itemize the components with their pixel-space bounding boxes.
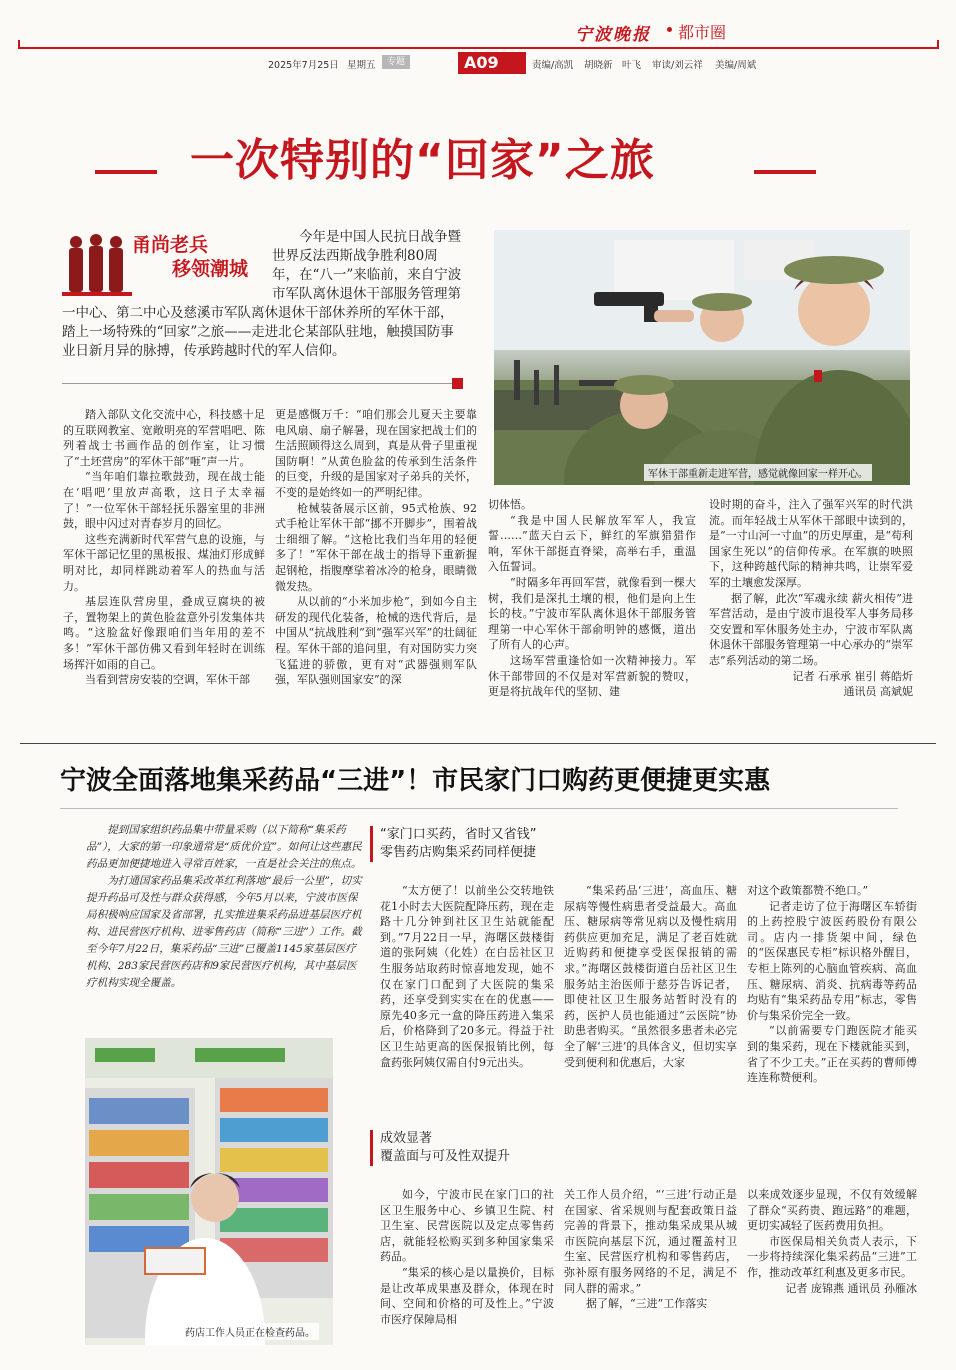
paragraph: 关工作人员介绍，“‘三进’行动正是在国家、省采规则与配套政策日益完善的背景下，推动集采成果从城市医院向基层下沉，通过覆盖村卫生室、民营医疗机构和零售药店，弥补原有服务网络的不足，满足不同人群的需求。”: [564, 1188, 737, 1295]
newspaper-logo: 宁波晚报: [575, 25, 651, 45]
story1-column-4: [709, 497, 913, 700]
story2-headline-rule: [60, 808, 898, 809]
paragraph: “时隔多年再回军营，就像看到一棵大树，我们是深扎土壤的根，他们是向上生长的枝。”宁波市军队离休退休干部服务管理第一中心军休干部俞明钟的感慨，道出了所有人的心声。: [488, 575, 696, 652]
lead-text: 今年是中国人民抗日战争暨世界反法西斯战争胜利80周年，在“八一”来临前，来自宁波市军队离休退休干部服务管理第一中心、第二中心及慈溪市军队离休退休干部休养所的军休干部，踏上一场特殊的“回家”之旅——走进北仑某部队驻地，触摸国防事业日新月异的脉搏，传承跨越时代的军人信仰。: [62, 229, 462, 359]
story2-section2-column-3: [747, 1187, 917, 1296]
story1-photo: [494, 230, 910, 485]
design-credit: 美编/周斌: [715, 60, 757, 71]
paragraph: “以前需要专门跑医院才能买到的集采药，现在下楼就能买到，省了不少工夫。”正在买药的曹师傅连连称赞便利。: [747, 1024, 917, 1085]
staff-credit-1: 胡晓新: [584, 60, 613, 71]
masthead: [0, 0, 956, 60]
paragraph: 踏入部队文化交流中心，科技感十足的互联网教室、宽敞明亮的军营唱吧、陈列着战士书画作品的创作室，让习惯了“土坯营房”的军休干部“咂”声一片。: [63, 408, 265, 468]
headline-accent-left: [95, 170, 157, 174]
paragraph: 记者走访了位于海曙区车轿街的上药控股宁波医药股份有限公司。店内一排货架中间，绿色的“医保惠民专柜”标识格外醒目，专柜上陈列的心脑血管疾病、高血压、糖尿病、消炎、抗病毒等药品均贴有“集采药品专用”标志，零售价与集采价完全一致。: [747, 899, 917, 1022]
story1-byline-2: 通讯员 高斌妮: [843, 685, 913, 699]
story2-photo-caption: 药店工作人员正在检查药品。: [181, 1323, 319, 1340]
paragraph: 设时期的奋斗，注入了强军兴军的时代洪流。而年轻战士从军休干部眼中读到的，是“一寸山河一寸血”的历史厚重，是“苟利国家生死以”的信仰传承。在军旗的映照下，这种跨越代际的精神共鸣，让崇军爱军的土壤愈发深厚。: [709, 498, 913, 589]
paragraph: “当年咱们靠拉歌鼓劲，现在战士能在‘唱吧’里放声高歌，这日子太幸福了！”一位军休干部轻抚乐器室里的非洲鼓，眼中闪过对青春岁月的回忆。: [63, 470, 265, 531]
paragraph: 这场军营重逢恰如一次精神接力。军休干部带回的不仅是对军营新貌的赞叹，更是将抗战年代的坚韧、建: [488, 653, 696, 699]
story2-subhead-1: [380, 826, 536, 862]
paragraph: 以来成效逐步显现，不仅有效缓解了群众“买药贵、跑远路”的难题，更切实减轻了医药费用负担。: [747, 1188, 917, 1233]
story2-byline: 记者 庞锦燕 通讯员 孙雁冰: [785, 1281, 917, 1295]
paragraph: 据了解，此次“军魂永续 薪火相传”进军营活动，是由宁波市退役军人事务局移交安置和军休服务处主办，宁波市军队离休退休干部服务管理第一中心承办的“崇军志”系列活动的第二场。: [709, 591, 913, 667]
lead-rule-square: [452, 378, 463, 389]
paragraph: 基层连队营房里，叠成豆腐块的被子，置物架上的黄色脸盆意外引发集体共鸣。“这脸盆好像跟咱们当年用的差不多！”军休干部仿佛又看到年轻时在训练场挥汗如雨的自己。: [63, 595, 265, 671]
story1-column-2: [275, 407, 477, 688]
story2-section2-column-2: [564, 1187, 737, 1312]
lead-rule: [62, 383, 452, 384]
subhead-line-2: 覆盖面与可及性双提升: [380, 1149, 511, 1164]
story1-headline: 一次特别的“回家”之旅: [190, 135, 655, 186]
subhead-line-1: “家门口买药，省时又省钱”: [380, 827, 537, 842]
paragraph: 据了解，“三进”工作落实: [586, 1297, 708, 1311]
proof-credit: 审读/刘云祥: [652, 60, 703, 71]
story2-photo: [85, 1038, 333, 1345]
paragraph: 这些充满新时代军营气息的设施，与军休干部记忆里的黑板报、煤油灯形成鲜明对比，却同样跳动着军人的热血与活力。: [63, 532, 265, 593]
staff-credit-2: 叶飞: [622, 60, 642, 71]
editor-credit: 责编/高凯: [532, 60, 574, 71]
story1-column-1: [63, 407, 265, 688]
paragraph: “太方便了！以前坐公交转地铁花1小时去大医院配降压药，现在走路十几分钟到社区卫生站就能配到。”7月22日一早，海曙区鼓楼街道的张阿姨（化姓）在白岳社区卫生服务站取药时惊喜地发现，她不仅在家门口配到了大医院的集采药，还享受到实实在在的优惠——原先40多元一盒的降压药进入集采后，价格降到了20多元。得益于社区卫生站更高的医保报销比例，每盒药张阿姨仅需自付9元出头。: [380, 884, 554, 1069]
lead-float-spacer: [62, 228, 272, 304]
story2-headline: 宁波全面落地集采药品“三进”！市民家门口购药更便捷更实惠: [60, 766, 771, 796]
story2-section1-column-1: [380, 883, 554, 1070]
paragraph: 为打通国家药品集采改革红利落地“最后一公里”，切实提升药品可及性与群众获得感，今年5月以来，宁波市医保局积极响应国家及省部署，扎实推进集采药品进基层医疗机构、进民营医疗机构、进零售药店（简称“三进”）工作。截至今年7月22日，集采药品“三进”已覆盖1145家基层医疗机构、283家民营医药店和9家民营医疗机构，其中基层医疗机构实现全覆盖。: [86, 875, 362, 989]
subhead-line-2: 零售药店购集采药同样便捷: [380, 845, 537, 860]
paragraph: 更是感慨万千：“咱们那会儿夏天主要靠电风扇、扇子解暑，现在国家把战士们的生活照顾得这么周到，真是从骨子里重视国防啊！”从黄色脸盆的传承到生活条件的巨变，升级的是国家对子弟兵的关怀，不变的是始终如一的严明纪律。: [275, 408, 477, 499]
section-name: 都市圈: [678, 23, 727, 42]
veterans-shooting-illustration: [494, 230, 910, 485]
masthead-rule: [18, 47, 939, 49]
headline-accent-right: [754, 170, 816, 174]
badge-line-1: 甬尚老兵: [132, 234, 209, 256]
paragraph: 切体悟。: [488, 498, 532, 511]
paragraph: 从以前的“小米加步枪”，到如今自主研发的现代化装备，枪械的迭代背后，是中国从“抗战胜利”到“强军兴军”的壮阔征程。军休干部的追问里，有对国防实力突飞猛进的骄傲，更有对“武器强则军队强，军队强则国家安”的深: [275, 595, 477, 687]
paragraph: “集采的核心是以量换价，目标是让改革成果惠及群众，体现在时间、空间和价格的可及性上。”宁波市医疗保障局相: [380, 1265, 554, 1326]
section-tag: 专题: [382, 55, 410, 69]
issue-weekday: 星期五: [347, 60, 376, 71]
paragraph: 对这个政策都赞不绝口。”: [747, 884, 869, 897]
badge-line-2: 移领潮城: [172, 258, 249, 280]
story1-column-3: [488, 497, 696, 700]
pharmacy-illustration: [85, 1038, 333, 1345]
issue-date: 2025年7月25日: [268, 60, 339, 71]
paragraph: 提到国家组织药品集中带量采购（以下简称“集采药品”），大家的第一印象通常是“质优价宜”。如何让这些惠民药品更加便捷地进入寻常百姓家，一直是社会关注的焦点。: [86, 824, 362, 870]
page-number: A09: [458, 52, 526, 74]
subhead-line-1: 成效显著: [380, 1131, 433, 1146]
paragraph: “集采药品‘三进’，高血压、糖尿病等慢性病患者受益最大。高血压、糖尿病等常见病以及慢性病用药供应更加充足，满足了老百姓就近购药和便捷享受医保报销的需求。”海曙区鼓楼街道白岳社区卫生服务站主治医师于慈芬告诉记者，即使社区卫生服务站暂时没有的药，医护人员也能通过“云医院”协助患者购买。“虽然很多患者未必完全了解‘三进’的具体含义，但切实享受到便利和优惠后，大家: [564, 884, 737, 1069]
story-divider: [20, 743, 936, 744]
paragraph: 市医保局相关负责人表示，下一步将持续深化集采药品“三进”工作，推动改革红利惠及更多市民。: [747, 1234, 917, 1279]
story1-byline-1: 记者 石承承 崔引 蒋皓炘: [792, 669, 913, 683]
paragraph: 如今，宁波市民在家门口的社区卫生服务中心、乡镇卫生院、村卫生室、民营医院以及定点零售药店，就能轻松购买到多种国家集采药品。: [380, 1188, 554, 1264]
story2-section1-column-2: [564, 883, 737, 1070]
subhead-marker: [370, 1130, 373, 1166]
story1-photo-caption: 军休干部重新走进军营，感觉就像回家一样开心。: [644, 464, 872, 481]
subhead-marker: [370, 826, 373, 862]
story1-lead: [62, 228, 464, 361]
paragraph: 当看到营房安装的空调，军休干部: [85, 673, 250, 687]
story2-section2-column-1: [380, 1187, 554, 1327]
paragraph: “我是中国人民解放军军人，我宣誓……”蓝天白云下，鲜红的军旗猎猎作响，军休干部挺直脊梁，高举右手，重温入伍誓词。: [488, 513, 696, 574]
story2-subhead-2: [380, 1130, 510, 1166]
story2-section1-column-3: [747, 883, 917, 1086]
story2-intro: [86, 822, 366, 992]
logo-dot: [667, 27, 672, 32]
paragraph: 枪械装备展示区前，95式枪族、92式手枪让军休干部“挪不开脚步”，围着战士细细了解。“这枪比我们当年用的轻便多了！”军休干部在战士的指导下重新握起钢枪，指腹摩挲着冰冷的枪身，眼睛微微发热。: [275, 501, 477, 593]
rule-tick-right: [937, 40, 939, 49]
